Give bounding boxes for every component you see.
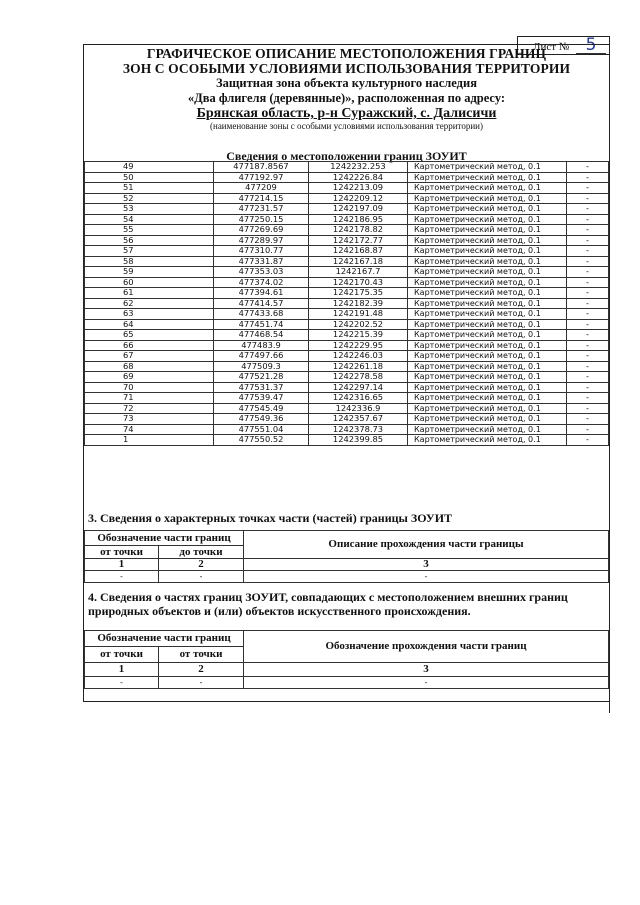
x-coordinate: 477551.04 [214,424,309,435]
point-number: 57 [85,246,214,257]
point-number: 61 [85,288,214,299]
x-coordinate: 477231.57 [214,204,309,215]
accuracy-method: Картометрический метод, 0.1 [408,424,567,435]
sheet-label: Лист № [533,41,570,53]
section3-desc-header: Описание прохождения части границы [244,531,609,559]
extra-info: - [567,298,609,309]
section4-col3-number: 3 [244,663,609,677]
coords-row [85,235,609,246]
coords-row [85,193,609,204]
y-coordinate: 1242278.58 [309,372,408,383]
point-number: 70 [85,382,214,393]
section3-to-header: до точки [159,546,244,559]
extra-info: - [567,330,609,341]
y-coordinate: 1242175.35 [309,288,408,299]
accuracy-method: Картометрический метод, 0.1 [408,382,567,393]
extra-info: - [567,403,609,414]
accuracy-method: Картометрический метод, 0.1 [408,309,567,320]
accuracy-method: Картометрический метод, 0.1 [408,435,567,446]
accuracy-method: Картометрический метод, 0.1 [408,372,567,383]
extra-info: - [567,288,609,299]
x-coordinate: 477269.69 [214,225,309,236]
accuracy-method: Картометрический метод, 0.1 [408,288,567,299]
coords-row [85,382,609,393]
coords-row [85,361,609,372]
point-number: 58 [85,256,214,267]
section4-value3: - [244,677,609,689]
y-coordinate: 1242168.87 [309,246,408,257]
section3-from-header: от точки [85,546,159,559]
coords-row [85,372,609,383]
coords-row [85,298,609,309]
section4-value2: - [159,677,244,689]
point-number: 60 [85,277,214,288]
sheet-number: 5 [576,37,606,54]
point-number: 55 [85,225,214,236]
coords-row [85,319,609,330]
point-number: 49 [85,162,214,173]
x-coordinate: 477451.74 [214,319,309,330]
point-number: 69 [85,372,214,383]
point-number: 74 [85,424,214,435]
section4-value1: - [85,677,159,689]
extra-info: - [567,256,609,267]
point-number: 53 [85,204,214,215]
accuracy-method: Картометрический метод, 0.1 [408,319,567,330]
coords-row [85,214,609,225]
section4-table [84,630,609,689]
x-coordinate: 477289.97 [214,235,309,246]
accuracy-method: Картометрический метод, 0.1 [408,193,567,204]
point-number: 72 [85,403,214,414]
coords-row [85,340,609,351]
x-coordinate: 477539.47 [214,393,309,404]
point-number: 71 [85,393,214,404]
point-number: 64 [85,319,214,330]
point-number: 62 [85,298,214,309]
accuracy-method: Картометрический метод, 0.1 [408,403,567,414]
extra-info: - [567,372,609,383]
coords-row [85,414,609,425]
extra-info: - [567,183,609,194]
accuracy-method: Картометрический метод, 0.1 [408,267,567,278]
section3-value1: - [85,571,159,583]
coords-row [85,225,609,236]
point-number: 52 [85,193,214,204]
header-title-line2: ЗОН С ОСОБЫМИ УСЛОВИЯМИ ИСПОЛЬЗОВАНИЯ ТЕРРИТОРИИ [122,61,571,76]
point-number: 50 [85,172,214,183]
section3-col3-number: 3 [244,559,609,571]
coords-row [85,172,609,183]
document-header [83,46,610,132]
y-coordinate: 1242167.18 [309,256,408,267]
accuracy-method: Картометрический метод, 0.1 [408,340,567,351]
extra-info: - [567,172,609,183]
coords-row [85,330,609,341]
y-coordinate: 1242357.67 [309,414,408,425]
extra-info: - [567,309,609,320]
coords-row [85,246,609,257]
y-coordinate: 1242213.09 [309,183,408,194]
extra-info: - [567,235,609,246]
point-number: 59 [85,267,214,278]
coords-row [85,435,609,446]
accuracy-method: Картометрический метод, 0.1 [408,414,567,425]
extra-info: - [567,246,609,257]
frame-tail [609,700,610,713]
y-coordinate: 1242172.77 [309,235,408,246]
extra-info: - [567,424,609,435]
point-number: 68 [85,361,214,372]
accuracy-method: Картометрический метод, 0.1 [408,256,567,267]
y-coordinate: 1242399.85 [309,435,408,446]
x-coordinate: 477374.02 [214,277,309,288]
coords-row [85,183,609,194]
section3-value2: - [159,571,244,583]
y-coordinate: 1242232.253 [309,162,408,173]
x-coordinate: 477331.87 [214,256,309,267]
section3-table [84,530,609,583]
accuracy-method: Картометрический метод, 0.1 [408,214,567,225]
accuracy-method: Картометрический метод, 0.1 [408,183,567,194]
coords-row [85,277,609,288]
section4-title-line1: 4. Сведения о частях границ ЗОУИТ, совпадающих с местоположением внешних границ [88,590,568,604]
coords-row [85,162,609,173]
coords-row [85,204,609,215]
extra-info: - [567,340,609,351]
extra-info: - [567,267,609,278]
section3-col1-number: 1 [85,559,159,571]
point-number: 54 [85,214,214,225]
y-coordinate: 1242229.95 [309,340,408,351]
header-object-name: «Два флигеля (деревянные)», расположенная по адресу: [187,91,506,105]
y-coordinate: 1242378.73 [309,424,408,435]
x-coordinate: 477394.61 [214,288,309,299]
point-number: 63 [85,309,214,320]
section4-title-line2: природных объектов и (или) объектов искусственного происхождения. [88,604,471,618]
accuracy-method: Картометрический метод, 0.1 [408,246,567,257]
y-coordinate: 1242215.39 [309,330,408,341]
accuracy-method: Картометрический метод, 0.1 [408,298,567,309]
x-coordinate: 477209 [214,183,309,194]
coords-table [84,161,609,446]
accuracy-method: Картометрический метод, 0.1 [408,277,567,288]
y-coordinate: 1242316.65 [309,393,408,404]
y-coordinate: 1242186.95 [309,214,408,225]
x-coordinate: 477509.3 [214,361,309,372]
x-coordinate: 477545.49 [214,403,309,414]
point-number: 66 [85,340,214,351]
section4-col1-number: 1 [85,663,159,677]
extra-info: - [567,225,609,236]
section4-desc-header: Обозначение прохождения части границ [244,631,609,663]
x-coordinate: 477521.28 [214,372,309,383]
accuracy-method: Картометрический метод, 0.1 [408,330,567,341]
accuracy-method: Картометрический метод, 0.1 [408,225,567,236]
coords-row [85,351,609,362]
y-coordinate: 1242202.52 [309,319,408,330]
point-number: 56 [85,235,214,246]
extra-info: - [567,277,609,288]
coords-row [85,424,609,435]
x-coordinate: 477531.37 [214,382,309,393]
point-number: 65 [85,330,214,341]
x-coordinate: 477550.52 [214,435,309,446]
accuracy-method: Картометрический метод, 0.1 [408,204,567,215]
section4-group-header: Обозначение части границ [85,631,244,647]
header-title-line1: ГРАФИЧЕСКОЕ ОПИСАНИЕ МЕСТОПОЛОЖЕНИЯ ГРАНИЦ [146,46,547,61]
accuracy-method: Картометрический метод, 0.1 [408,172,567,183]
point-number: 51 [85,183,214,194]
extra-info: - [567,162,609,173]
y-coordinate: 1242170.43 [309,277,408,288]
y-coordinate: 1242336.9 [309,403,408,414]
point-number: 73 [85,414,214,425]
x-coordinate: 477214.15 [214,193,309,204]
x-coordinate: 477353.03 [214,267,309,278]
y-coordinate: 1242197.09 [309,204,408,215]
extra-info: - [567,204,609,215]
coords-row [85,393,609,404]
accuracy-method: Картометрический метод, 0.1 [408,162,567,173]
extra-info: - [567,351,609,362]
section3-title: 3. Сведения о характерных точках части (частей) границы ЗОУИТ [88,511,453,525]
x-coordinate: 477497.66 [214,351,309,362]
section4-col2-number: 2 [159,663,244,677]
section4-to-header: от точки [159,647,244,663]
y-coordinate: 1242209.12 [309,193,408,204]
header-address: Брянская область, р-н Суражский, с. Далисичи [196,106,497,121]
coords-section-title: Сведения о местоположении границ ЗОУИТ [226,149,467,163]
y-coordinate: 1242246.03 [309,351,408,362]
x-coordinate: 477433.68 [214,309,309,320]
x-coordinate: 477483.9 [214,340,309,351]
x-coordinate: 477250.15 [214,214,309,225]
y-coordinate: 1242178.82 [309,225,408,236]
x-coordinate: 477192.97 [214,172,309,183]
coords-row [85,267,609,278]
x-coordinate: 477549.36 [214,414,309,425]
y-coordinate: 1242167.7 [309,267,408,278]
x-coordinate: 477414.57 [214,298,309,309]
x-coordinate: 477468.54 [214,330,309,341]
coords-row [85,403,609,414]
section3-col2-number: 2 [159,559,244,571]
header-note: (наименование зоны с особыми условиями использования территории) [210,121,483,131]
y-coordinate: 1242182.39 [309,298,408,309]
x-coordinate: 477187.8567 [214,162,309,173]
x-coordinate: 477310.77 [214,246,309,257]
accuracy-method: Картометрический метод, 0.1 [408,235,567,246]
header-zone-type: Защитная зона объекта культурного наследия [216,76,477,90]
accuracy-method: Картометрический метод, 0.1 [408,361,567,372]
coords-row [85,309,609,320]
y-coordinate: 1242261.18 [309,361,408,372]
extra-info: - [567,393,609,404]
extra-info: - [567,319,609,330]
accuracy-method: Картометрический метод, 0.1 [408,393,567,404]
extra-info: - [567,214,609,225]
accuracy-method: Картометрический метод, 0.1 [408,351,567,362]
extra-info: - [567,193,609,204]
section3-value3: - [244,571,609,583]
y-coordinate: 1242191.48 [309,309,408,320]
coords-table-body [85,162,609,446]
section4-from-header: от точки [85,647,159,663]
extra-info: - [567,361,609,372]
extra-info: - [567,435,609,446]
extra-info: - [567,414,609,425]
extra-info: - [567,382,609,393]
point-number: 1 [85,435,214,446]
y-coordinate: 1242297.14 [309,382,408,393]
coords-row [85,288,609,299]
coords-row [85,256,609,267]
point-number: 67 [85,351,214,362]
section3-group-header: Обозначение части границ [85,531,244,546]
y-coordinate: 1242226.84 [309,172,408,183]
